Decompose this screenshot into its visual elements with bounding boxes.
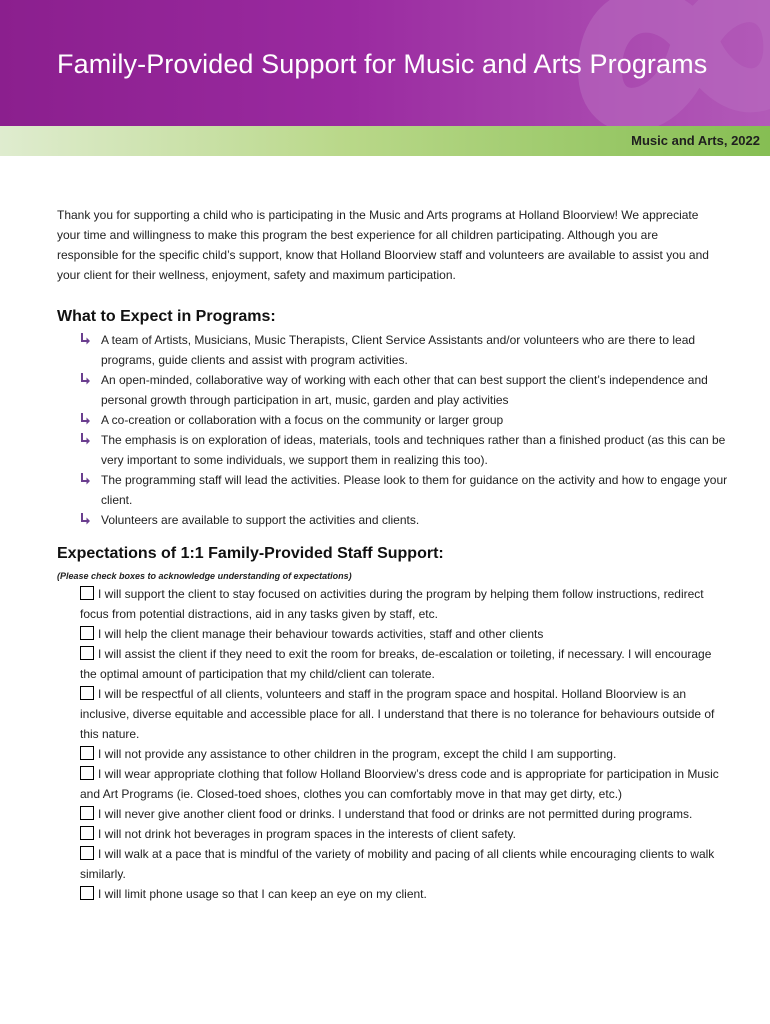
expect-item-text: The emphasis is on exploration of ideas, materials, tools and techniques rather than a finished product (as this can be very important to some individuals, we support them in realizing this too).	[101, 433, 726, 467]
support-heading: Expectations of 1:1 Family-Provided Staff Support:	[57, 545, 444, 562]
checklist-item-text: I will never give another client food or drinks. I understand that food or drinks are not permitted during programs.	[98, 807, 693, 821]
expect-list	[78, 330, 728, 530]
checklist-item	[80, 884, 730, 904]
arrow-down-right-icon	[78, 512, 92, 526]
header-banner	[0, 0, 770, 126]
checklist-item	[80, 804, 730, 824]
acknowledge-checkbox[interactable]	[80, 746, 94, 760]
expect-item-text: An open-minded, collaborative way of working with each other that can best support the client’s independence and personal growth through participation in art, music, garden and play activities	[101, 373, 708, 407]
support-note: (Please check boxes to acknowledge understanding of expectations)	[57, 571, 352, 581]
checklist-item	[80, 584, 730, 624]
expect-item-text: The programming staff will lead the activities. Please look to them for guidance on the activity and how to engage your client.	[101, 473, 728, 507]
checklist-item-text: I will assist the client if they need to exit the room for breaks, de-escalation or toileting, if necessary. I will encourage the optimal amount of participation that my child/client can tolerate.	[80, 647, 712, 681]
arrow-down-right-icon	[78, 372, 92, 386]
acknowledge-checkbox[interactable]	[80, 826, 94, 840]
acknowledge-checkbox[interactable]	[80, 646, 94, 660]
band-label: Music and Arts, 2022	[631, 133, 760, 148]
checklist-item	[80, 744, 730, 764]
arrow-down-right-icon	[78, 332, 92, 346]
expect-item	[78, 330, 728, 370]
acknowledge-checkbox[interactable]	[80, 686, 94, 700]
checklist-item	[80, 824, 730, 844]
expect-item-text: A co-creation or collaboration with a focus on the community or larger group	[101, 413, 504, 427]
checklist-item	[80, 624, 730, 644]
checklist-item-text: I will be respectful of all clients, volunteers and staff in the program space and hospital. Holland Bloorview is an inclusive, diverse equitable and accessible place for all. I understand that there is no tolerance for behaviours outside of this nature.	[80, 687, 715, 741]
acknowledge-checkbox[interactable]	[80, 806, 94, 820]
checklist-item-text: I will not provide any assistance to other children in the program, except the child I am supporting.	[98, 747, 617, 761]
header-band	[0, 126, 770, 156]
arrow-down-right-icon	[78, 412, 92, 426]
intro-paragraph: Thank you for supporting a child who is participating in the Music and Arts programs at Holland Bloorview! We appreciate your time and willingness to make this program the best experience for all children participating. Although you are responsible for the specific child’s support, know that Holland Bloorview staff and volunteers are available to assist you and your client for their wellness, enjoyment, safety and maximum participation.	[57, 208, 709, 282]
expect-item-text: Volunteers are available to support the activities and clients.	[101, 513, 420, 527]
acknowledge-checkbox[interactable]	[80, 846, 94, 860]
checklist-item	[80, 684, 730, 744]
checklist-item-text: I will limit phone usage so that I can keep an eye on my client.	[98, 887, 427, 901]
checklist-item	[80, 844, 730, 884]
support-checklist	[80, 584, 730, 904]
expect-item	[78, 510, 728, 530]
checklist-item-text: I will help the client manage their behaviour towards activities, staff and other clients	[98, 627, 544, 641]
acknowledge-checkbox[interactable]	[80, 886, 94, 900]
expect-item	[78, 430, 728, 470]
expect-item	[78, 410, 728, 430]
expect-item	[78, 370, 728, 410]
acknowledge-checkbox[interactable]	[80, 586, 94, 600]
acknowledge-checkbox[interactable]	[80, 766, 94, 780]
checklist-item-text: I will support the client to stay focused on activities during the program by helping them follow instructions, redirect focus from potential distractions, aid in any tasks given by staff, etc.	[80, 587, 704, 621]
expect-heading: What to Expect in Programs:	[57, 308, 276, 325]
arrow-down-right-icon	[78, 432, 92, 446]
expect-item	[78, 470, 728, 510]
checklist-item-text: I will walk at a pace that is mindful of the variety of mobility and pacing of all clients while encouraging clients to walk similarly.	[80, 847, 715, 881]
expect-item-text: A team of Artists, Musicians, Music Therapists, Client Service Assistants and/or volunteers who are there to lead programs, guide clients and assist with program activities.	[101, 333, 696, 367]
arrow-down-right-icon	[78, 472, 92, 486]
checklist-item-text: I will not drink hot beverages in program spaces in the interests of client safety.	[98, 827, 516, 841]
checklist-item	[80, 764, 730, 804]
checklist-item	[80, 644, 730, 684]
checklist-item-text: I will wear appropriate clothing that follow Holland Bloorview’s dress code and is appropriate for participation in Music and Art Programs (ie. Closed-toed shoes, clothes you can comfortably move in that may get dirty, etc.)	[80, 767, 719, 801]
page-title: Family-Provided Support for Music and Arts Programs	[57, 49, 708, 79]
acknowledge-checkbox[interactable]	[80, 626, 94, 640]
